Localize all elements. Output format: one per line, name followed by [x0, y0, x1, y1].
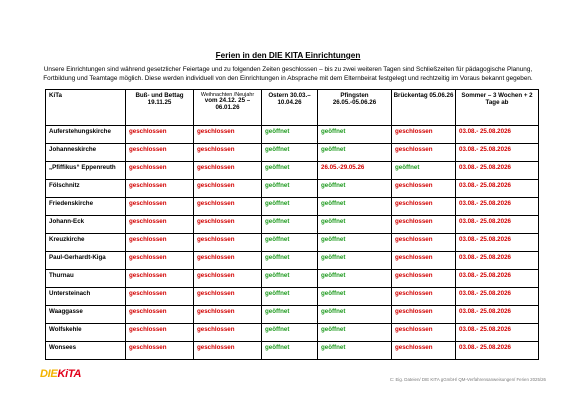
kita-name-cell: Untersteinach: [46, 288, 126, 306]
pfingsten-cell: geöffnet: [318, 144, 392, 162]
header-brueckentag: Brückentag 05.06.26: [392, 90, 456, 126]
kita-name-cell: Johanneskirche: [46, 144, 126, 162]
brueckentag-cell: geschlossen: [392, 270, 456, 288]
table-row: [46, 270, 539, 288]
pfingsten-cell: geöffnet: [318, 234, 392, 252]
sommer-cell: 03.08.- 25.08.2026: [456, 162, 539, 180]
weihnachten-cell: geschlossen: [194, 288, 262, 306]
sommer-cell: 03.08.- 25.08.2026: [456, 252, 539, 270]
brueckentag-cell: geschlossen: [392, 324, 456, 342]
buss-cell: geschlossen: [126, 144, 194, 162]
table-row: [46, 252, 539, 270]
header-pfingsten: Pfingsten 26.05.-05.06.26: [318, 90, 392, 126]
sommer-cell: 03.08.- 25.08.2026: [456, 198, 539, 216]
weihnachten-cell: geschlossen: [194, 234, 262, 252]
sommer-cell: 03.08.- 25.08.2026: [456, 306, 539, 324]
table-row: [46, 144, 539, 162]
header-weihnachten: [194, 90, 262, 126]
header-weihnachten-dates: vom 24.12. 25 – 06.01.26: [204, 97, 251, 111]
pfingsten-cell: geöffnet: [318, 180, 392, 198]
weihnachten-cell: geschlossen: [194, 126, 262, 144]
ostern-cell: geöffnet: [262, 252, 318, 270]
sommer-cell: 03.08.- 25.08.2026: [456, 144, 539, 162]
table-row: [46, 126, 539, 144]
kita-name-cell: Wonsees: [46, 342, 126, 360]
table-header-row: [46, 90, 539, 126]
kita-name-cell: Wolfskehle: [46, 324, 126, 342]
buss-cell: geschlossen: [126, 324, 194, 342]
table-row: [46, 342, 539, 360]
kita-name-cell: „Pfiffikus“ Eppenreuth: [46, 162, 126, 180]
buss-cell: geschlossen: [126, 270, 194, 288]
brueckentag-cell: geschlossen: [392, 306, 456, 324]
kita-name-cell: Kreuzkirche: [46, 234, 126, 252]
sommer-cell: 03.08.- 25.08.2026: [456, 270, 539, 288]
brueckentag-cell: geschlossen: [392, 216, 456, 234]
logo-die-text: DIE: [40, 368, 58, 380]
sommer-cell: 03.08.- 25.08.2026: [456, 216, 539, 234]
table-row: [46, 306, 539, 324]
brueckentag-cell: geschlossen: [392, 126, 456, 144]
ostern-cell: geöffnet: [262, 306, 318, 324]
header-sommer: Sommer – 3 Wochen + 2 Tage ab: [456, 90, 539, 126]
buss-cell: geschlossen: [126, 306, 194, 324]
page-title: Ferien in den DIE KITA Einrichtungen: [215, 51, 361, 60]
kita-name-cell: Friedenskirche: [46, 198, 126, 216]
kita-name-cell: Waaggasse: [46, 306, 126, 324]
table-row: [46, 234, 539, 252]
kita-name-cell: Fölschnitz: [46, 180, 126, 198]
pfingsten-cell: geöffnet: [318, 198, 392, 216]
ostern-cell: geöffnet: [262, 198, 318, 216]
buss-cell: geschlossen: [126, 198, 194, 216]
buss-cell: geschlossen: [126, 288, 194, 306]
header-kita: KiTa: [46, 90, 126, 126]
pfingsten-cell: geöffnet: [318, 126, 392, 144]
die-kita-logo: [40, 368, 81, 380]
table-row: [46, 162, 539, 180]
buss-cell: geschlossen: [126, 252, 194, 270]
ostern-cell: geöffnet: [262, 216, 318, 234]
table-row: [46, 216, 539, 234]
brueckentag-cell: geschlossen: [392, 252, 456, 270]
holiday-table: [45, 89, 539, 360]
buss-cell: geschlossen: [126, 234, 194, 252]
logo-kita-text: KiTA: [57, 368, 82, 380]
pfingsten-cell: geöffnet: [318, 270, 392, 288]
buss-cell: geschlossen: [126, 126, 194, 144]
brueckentag-cell: geschlossen: [392, 198, 456, 216]
pfingsten-cell: geöffnet: [318, 252, 392, 270]
weihnachten-cell: geschlossen: [194, 324, 262, 342]
pfingsten-cell: geöffnet: [318, 306, 392, 324]
brueckentag-cell: geschlossen: [392, 288, 456, 306]
ostern-cell: geöffnet: [262, 126, 318, 144]
ostern-cell: geöffnet: [262, 162, 318, 180]
sommer-cell: 03.08.- 25.08.2026: [456, 180, 539, 198]
brueckentag-cell: geschlossen: [392, 342, 456, 360]
ostern-cell: geöffnet: [262, 270, 318, 288]
table-row: [46, 180, 539, 198]
brueckentag-cell: geschlossen: [392, 144, 456, 162]
weihnachten-cell: geschlossen: [194, 216, 262, 234]
brueckentag-cell: geöffnet: [392, 162, 456, 180]
buss-cell: geschlossen: [126, 180, 194, 198]
sommer-cell: 03.08.- 25.08.2026: [456, 126, 539, 144]
pfingsten-cell: geöffnet: [318, 342, 392, 360]
kita-name-cell: Paul-Gerhardt-Kiga: [46, 252, 126, 270]
table-row: [46, 288, 539, 306]
pfingsten-cell: geöffnet: [318, 216, 392, 234]
weihnachten-cell: geschlossen: [194, 270, 262, 288]
sommer-cell: 03.08.- 25.08.2026: [456, 234, 539, 252]
weihnachten-cell: geschlossen: [194, 198, 262, 216]
ostern-cell: geöffnet: [262, 288, 318, 306]
table-row: [46, 324, 539, 342]
brueckentag-cell: geschlossen: [392, 234, 456, 252]
weihnachten-cell: geschlossen: [194, 162, 262, 180]
sommer-cell: 03.08.- 25.08.2026: [456, 288, 539, 306]
buss-cell: geschlossen: [126, 342, 194, 360]
weihnachten-cell: geschlossen: [194, 180, 262, 198]
sommer-cell: 03.08.- 25.08.2026: [456, 342, 539, 360]
kita-name-cell: Johann-Eck: [46, 216, 126, 234]
table-row: [46, 198, 539, 216]
weihnachten-cell: geschlossen: [194, 144, 262, 162]
ostern-cell: geöffnet: [262, 144, 318, 162]
pfingsten-cell: 26.05.-29.05.26: [318, 162, 392, 180]
buss-cell: geschlossen: [126, 162, 194, 180]
pfingsten-cell: geöffnet: [318, 288, 392, 306]
weihnachten-cell: geschlossen: [194, 306, 262, 324]
kita-name-cell: Thurnau: [46, 270, 126, 288]
pfingsten-cell: geöffnet: [318, 324, 392, 342]
buss-cell: geschlossen: [126, 216, 194, 234]
footer-path: C: Eig. Dateien/ DIE KITA gGmbH/ QM-Verfahrensanweisungen/ Ferien 2025/26: [389, 377, 546, 382]
header-ostern: Ostern 30.03.– 10.04.26: [262, 90, 318, 126]
header-weihnachten-label: Weihnachten /Neujahr: [200, 92, 255, 98]
brueckentag-cell: geschlossen: [392, 180, 456, 198]
weihnachten-cell: geschlossen: [194, 252, 262, 270]
sommer-cell: 03.08.- 25.08.2026: [456, 324, 539, 342]
ostern-cell: geöffnet: [262, 324, 318, 342]
weihnachten-cell: geschlossen: [194, 342, 262, 360]
ostern-cell: geöffnet: [262, 342, 318, 360]
table-body: [46, 126, 539, 360]
ostern-cell: geöffnet: [262, 234, 318, 252]
ostern-cell: geöffnet: [262, 180, 318, 198]
intro-text: Unsere Einrichtungen sind während gesetzlicher Feiertage und zu folgenden Zeiten geschlossen – bis zu zwei weiteren Tagen sind Schließzeiten für pädagogische Planung, Fortbildung und Teamtage möglich. Diese werden individuell von den Einrichtungen in Absprache mit dem Elternbeirat festgelegt und rechtzeitig im Voraus bekannt gegeben.: [43, 66, 533, 82]
kita-name-cell: Auferstehungskirche: [46, 126, 126, 144]
header-buss-und-bettag: Buß- und Bettag 19.11.25: [126, 90, 194, 126]
